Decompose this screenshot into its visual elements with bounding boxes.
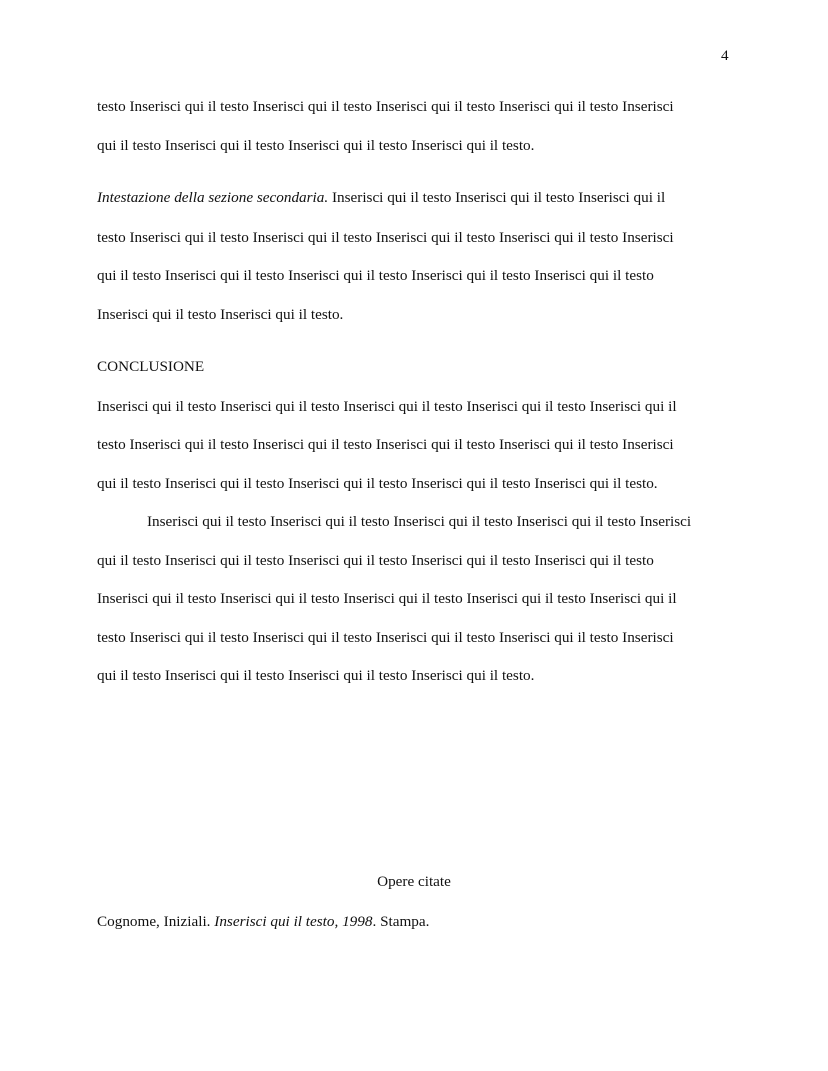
entry-title: Inserisci qui il testo, 1998	[214, 913, 373, 930]
body-line: qui il testo Inserisci qui il testo Inserisci qui il testo Inserisci qui il testo Inserisci qui il testo.	[97, 475, 658, 492]
entry-author: Cognome, Iniziali.	[97, 913, 215, 930]
conclusion-heading: CONCLUSIONE	[97, 358, 205, 375]
body-line: Inserisci qui il testo Inserisci qui il testo Inserisci qui il testo Inserisci qui il testo Inserisci qui il	[97, 398, 677, 415]
body-line: Inserisci qui il testo Inserisci qui il testo Inserisci qui il testo Inserisci qui il testo Inserisci qui il	[97, 590, 677, 607]
body-line: qui il testo Inserisci qui il testo Inserisci qui il testo Inserisci qui il testo Inserisci qui il testo	[97, 552, 654, 569]
entry-rest: . Stampa.	[372, 913, 430, 930]
body-line: qui il testo Inserisci qui il testo Inserisci qui il testo Inserisci qui il testo.	[97, 667, 535, 684]
body-line: qui il testo Inserisci qui il testo Inserisci qui il testo Inserisci qui il testo.	[97, 137, 535, 154]
works-cited-entry	[97, 913, 429, 931]
body-line: testo Inserisci qui il testo Inserisci qui il testo Inserisci qui il testo Inserisci qui il testo Inserisci	[97, 436, 674, 453]
body-line: testo Inserisci qui il testo Inserisci qui il testo Inserisci qui il testo Inserisci qui il testo Inserisci	[97, 229, 674, 246]
body-line: Inserisci qui il testo Inserisci qui il testo Inserisci qui il testo Inserisci qui il testo Inserisci	[147, 513, 692, 530]
body-line: Inserisci qui il testo Inserisci qui il testo.	[97, 306, 344, 323]
body-text: Inserisci qui il testo Inserisci qui il testo Inserisci qui il	[328, 189, 666, 206]
body-line: testo Inserisci qui il testo Inserisci qui il testo Inserisci qui il testo Inserisci qui il testo Inserisci	[97, 629, 674, 646]
body-line: testo Inserisci qui il testo Inserisci qui il testo Inserisci qui il testo Inserisci qui il testo Inserisci	[97, 98, 674, 115]
works-cited-title: Opere citate	[377, 873, 451, 890]
body-line: qui il testo Inserisci qui il testo Inserisci qui il testo Inserisci qui il testo Inserisci qui il testo	[97, 267, 654, 284]
subsection-heading: Intestazione della sezione secondaria.	[97, 189, 329, 206]
subsection-first-line	[97, 189, 665, 207]
page-number: 4	[721, 47, 729, 64]
